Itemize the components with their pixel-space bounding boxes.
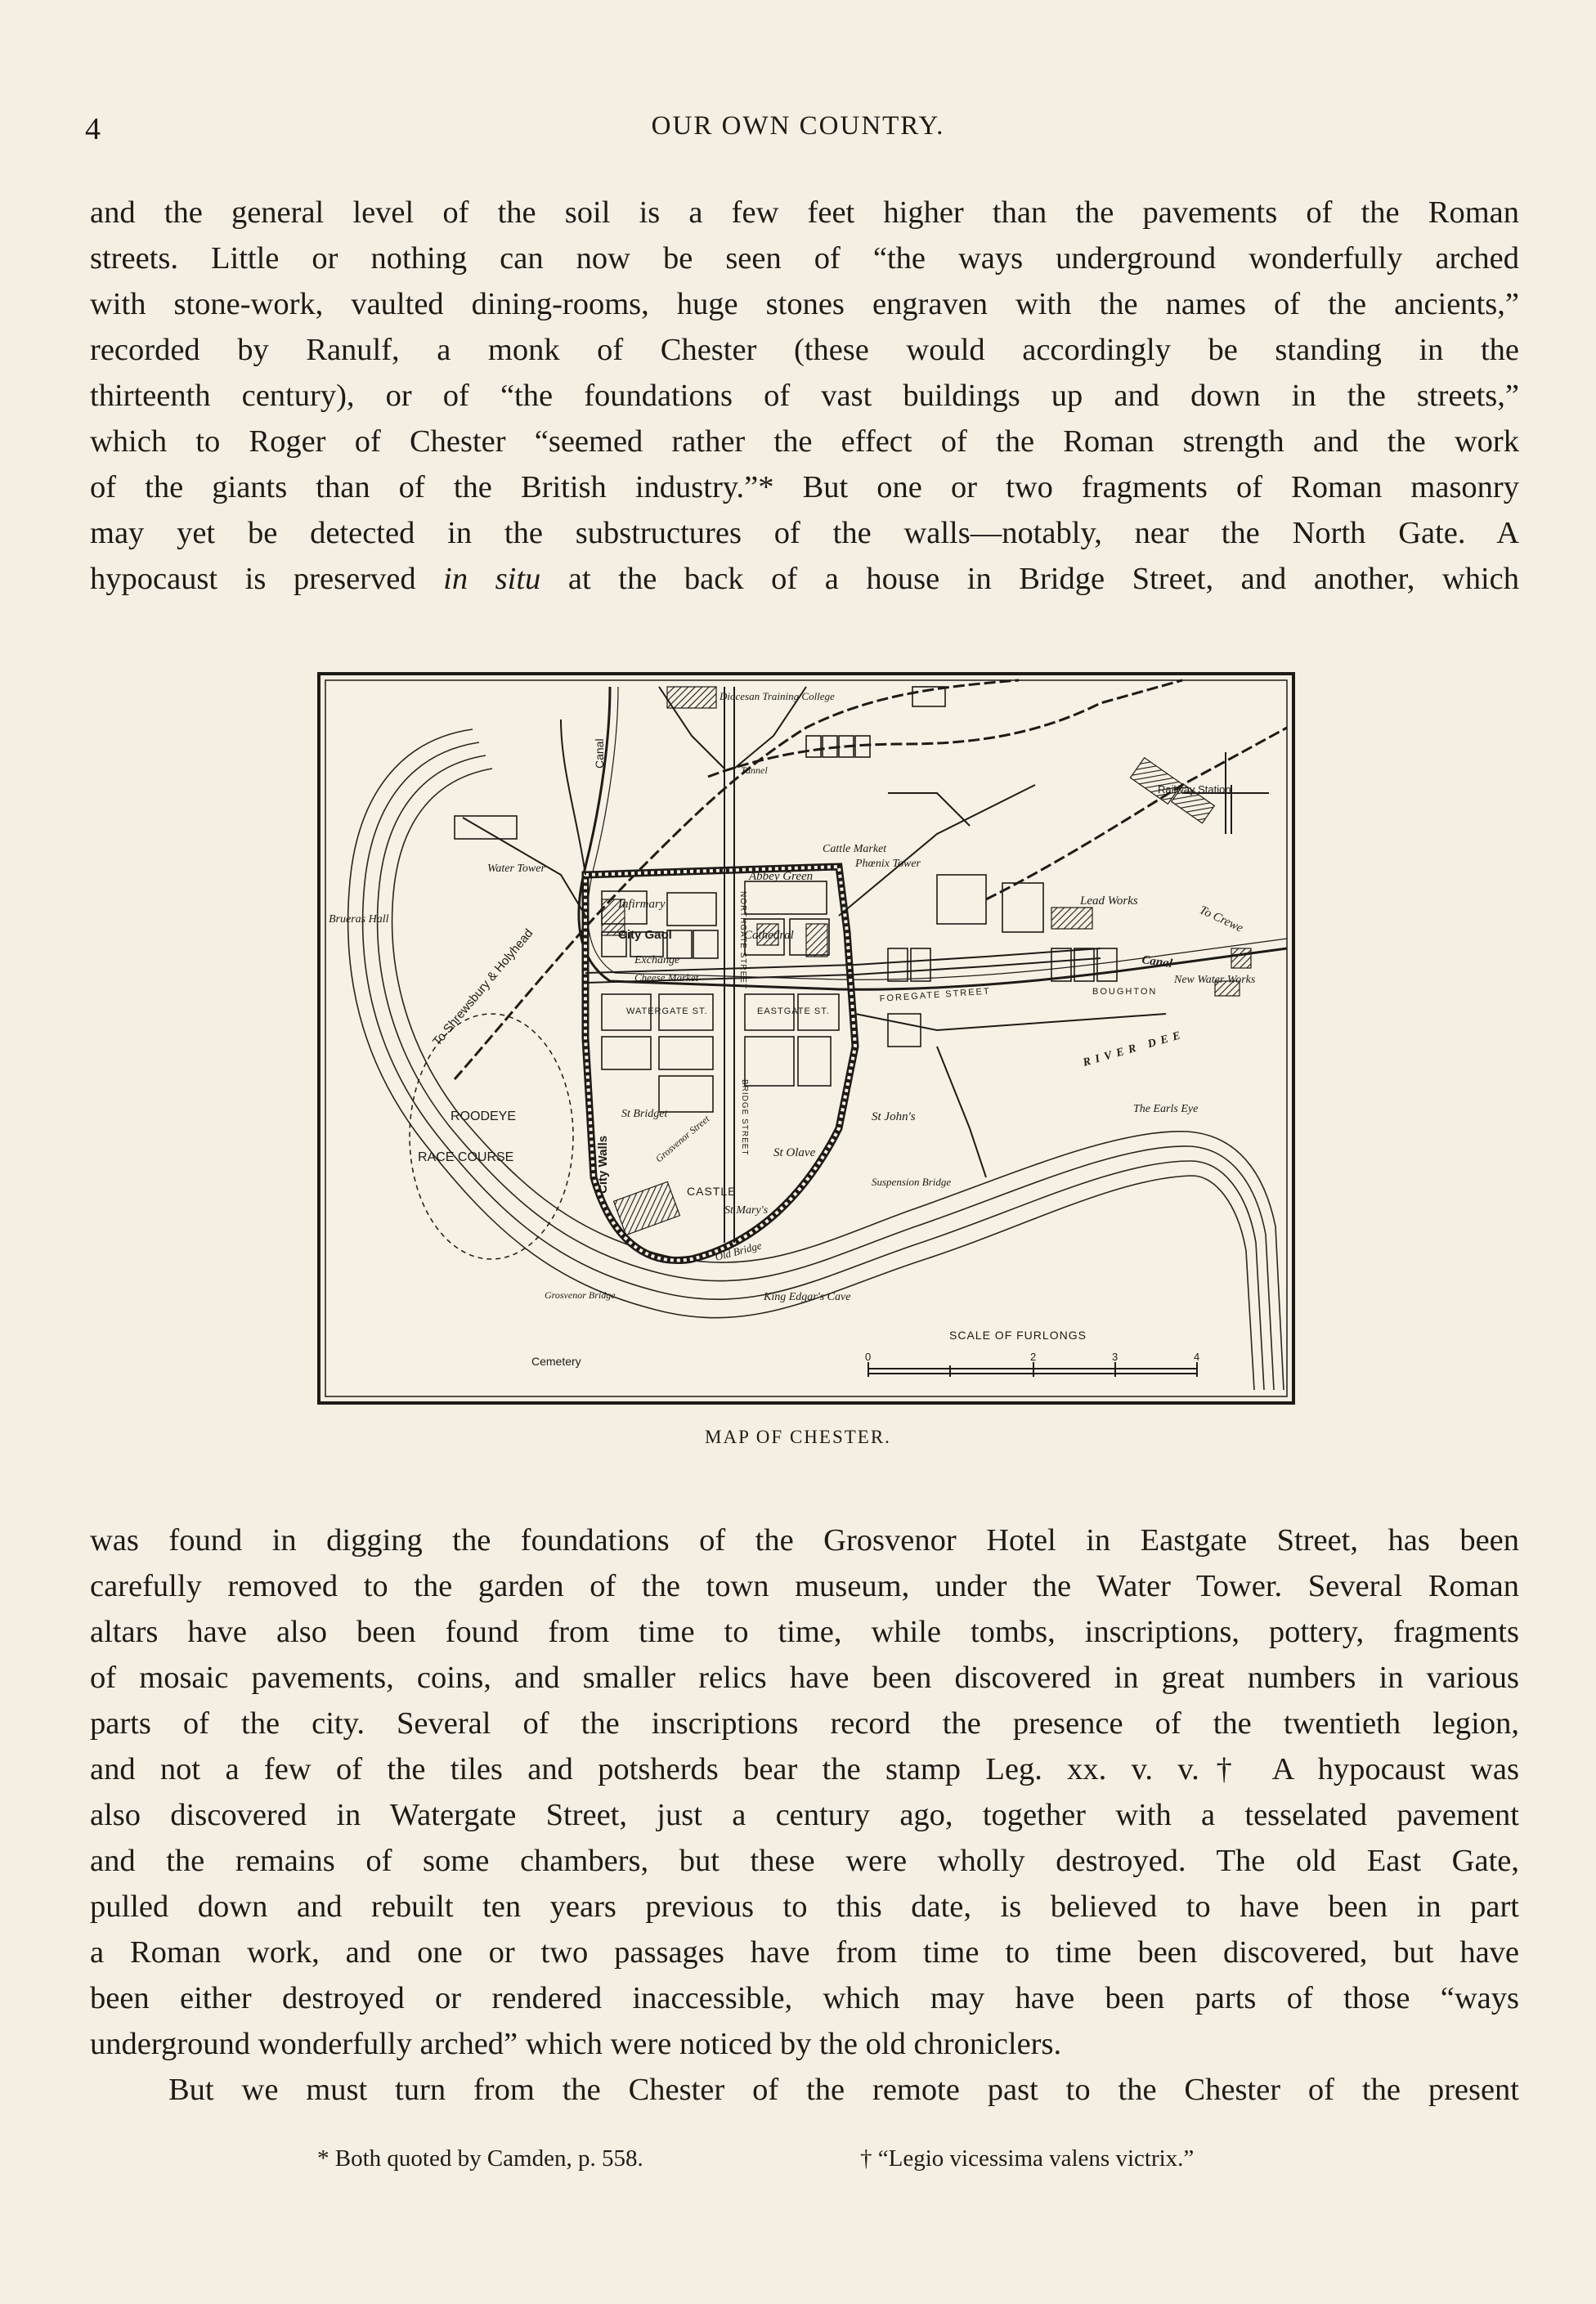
map-label-cheese-market: Cheese Market xyxy=(634,971,699,984)
map-label-roodeye: ROODEYE xyxy=(451,1109,517,1123)
page-number: 4 xyxy=(85,112,101,146)
map-label-river-dee: RIVER DEE xyxy=(1081,1028,1187,1069)
text-line: recorded by Ranulf, a monk of Chester (these would accordingly be standing in the xyxy=(90,333,1519,367)
map-caption: MAP OF CHESTER. xyxy=(705,1427,891,1447)
map-label-canal-east: Canal xyxy=(1141,953,1173,971)
map-inner-frame xyxy=(325,680,1287,1396)
map-label-lead-works: Lead Works xyxy=(1080,894,1138,908)
map-label-scale-0: 0 xyxy=(865,1351,872,1363)
map-label-to-shrewsbury: To Shrewsbury & Holyhead xyxy=(430,926,536,1049)
map-label-cattle-market: Cattle Market xyxy=(823,843,887,855)
text-line: may yet be detected in the substructures of the walls—notably, near the North Gate. A xyxy=(90,516,1519,550)
map-label-scale-3: 3 xyxy=(1112,1351,1119,1363)
map-label-new-water-works: New Water Works xyxy=(1174,974,1256,986)
text-line: carefully removed to the garden of the town museum, under the Water Tower. Several Roman xyxy=(90,1569,1519,1603)
map-label-st-olave: St Olave xyxy=(773,1146,816,1159)
map-label-to-crewe: To Crewe xyxy=(1197,903,1245,935)
map-label-northgate-street: NORTHGATE STREET xyxy=(738,891,747,990)
text-line: parts of the city. Several of the inscriptions record the presence of the twentieth legion, xyxy=(90,1706,1519,1741)
map-of-chester xyxy=(316,670,1297,1406)
map-label-canal-north: Canal xyxy=(593,738,606,769)
text-line: thirteenth century), or of “the foundations of vast buildings up and down in the streets,” xyxy=(90,379,1519,413)
map-illustration xyxy=(316,670,1297,1406)
map-label-st-bridget: St Bridget xyxy=(621,1108,668,1120)
map-label-st-marys: St Mary's xyxy=(724,1204,769,1217)
text-line: pulled down and rebuilt ten years previous to this date, is believed to have been in part xyxy=(90,1889,1519,1924)
text-line: which to Roger of Chester “seemed rather the effect of the Roman strength and the work xyxy=(90,424,1519,459)
map-label-scale-title: SCALE OF FURLONGS xyxy=(949,1329,1087,1342)
map-label-exchange: Exchange xyxy=(634,954,680,966)
map-label-earls-eye: The Earls Eye xyxy=(1133,1103,1199,1115)
text-line: been either destroyed or rendered inaccessible, which may have been parts of those “ways xyxy=(90,1981,1519,2015)
text-line: also discovered in Watergate Street, just a century ago, together with a tesselated pavement xyxy=(90,1798,1519,1832)
map-label-watergate-st: WATERGATE ST. xyxy=(626,1006,708,1016)
map-label-old-bridge: Old Bridge xyxy=(713,1239,763,1263)
map-label-brueras-hall: Brueras Hall xyxy=(329,913,389,926)
footnote-asterisk: * Both quoted by Camden, p. 558. xyxy=(317,2145,643,2172)
body-paragraph-bottom xyxy=(90,1517,1519,2113)
map-label-scale-4: 4 xyxy=(1194,1351,1200,1363)
map-label-grosvenor-bridge: Grosvenor Bridge xyxy=(545,1289,616,1301)
map-label-tunnel: Tunnel xyxy=(741,764,768,776)
text-line: altars have also been found from time to time, while tombs, inscriptions, pottery, fragments xyxy=(90,1615,1519,1649)
text-line: was found in digging the foundations of the Grosvenor Hotel in Eastgate Street, has been xyxy=(90,1523,1519,1558)
map-label-cathedral: Cathedral xyxy=(744,929,794,942)
map-label-water-tower: Water Tower xyxy=(487,863,545,875)
map-label-boughton: BOUGHTON xyxy=(1092,987,1158,997)
map-label-railway-station: Railway Station xyxy=(1158,783,1231,796)
map-label-city-gaol: City Gaol xyxy=(618,928,672,942)
map-label-grosvenor-street: Grosvenor Street xyxy=(652,1113,712,1165)
map-label-st-johns: St John's xyxy=(872,1110,916,1123)
text-line: streets. Little or nothing can now be seen of “the ways underground wonderfully arched xyxy=(90,241,1519,276)
map-label-eastgate-st: EASTGATE ST. xyxy=(757,1006,830,1016)
italic-phrase: in situ xyxy=(443,562,541,596)
footnote-dagger: † “Legio vicessima valens victrix.” xyxy=(860,2145,1195,2172)
map-label-scale-2: 2 xyxy=(1030,1351,1037,1363)
text-line: of mosaic pavements, coins, and smaller relics have been discovered in great numbers in various xyxy=(90,1661,1519,1695)
text-line: and the general level of the soil is a few feet higher than the pavements of the Roman xyxy=(90,195,1519,230)
map-label-phoenix-tower: Phœnix Tower xyxy=(855,858,921,870)
text-line xyxy=(90,556,1519,602)
map-label-training-college: Diocesan Training College xyxy=(720,690,835,702)
text-line: of the giants than of the British industry.”* But one or two fragments of Roman masonry xyxy=(90,470,1519,504)
map-label-city-walls: City Walls xyxy=(596,1135,610,1194)
map-label-castle: CASTLE xyxy=(687,1185,737,1198)
running-head: OUR OWN COUNTRY. xyxy=(651,111,945,141)
map-label-cemetery: Cemetery xyxy=(531,1355,581,1368)
map-label-foregate-street: FOREGATE STREET xyxy=(879,986,992,1004)
map-label-king-edgars-cave: King Edgar's Cave xyxy=(764,1291,851,1303)
text-line: underground wonderfully arched” which were noticed by the old chroniclers. xyxy=(90,2027,1062,2061)
text-line: and not a few of the tiles and potsherds bear the stamp Leg. xx. v. v.† A hypocaust was xyxy=(90,1752,1519,1786)
map-label-infirmary: Infirmary xyxy=(618,898,666,911)
text-fragment: hypocaust is preserved xyxy=(90,562,416,596)
map-label-suspension-bridge: Suspension Bridge xyxy=(872,1176,952,1188)
body-paragraph-top xyxy=(90,190,1519,602)
map-label-bridge-street: BRIDGE STREET xyxy=(740,1079,749,1156)
text-line: But we must turn from the Chester of the remote past to the Chester of the present xyxy=(168,2073,1519,2107)
text-fragment: at the back of a house in Bridge Street, and another, which xyxy=(567,562,1520,596)
map-label-abbey-green: Abbey Green xyxy=(749,870,814,883)
text-line: with stone-work, vaulted dining-rooms, huge stones engraven with the names of the ancients,” xyxy=(90,287,1519,321)
text-line: a Roman work, and one or two passages have from time to time been discovered, but have xyxy=(90,1935,1519,1970)
map-label-race-course: RACE COURSE xyxy=(418,1150,514,1164)
text-line: and the remains of some chambers, but these were wholly destroyed. The old East Gate, xyxy=(90,1844,1519,1878)
